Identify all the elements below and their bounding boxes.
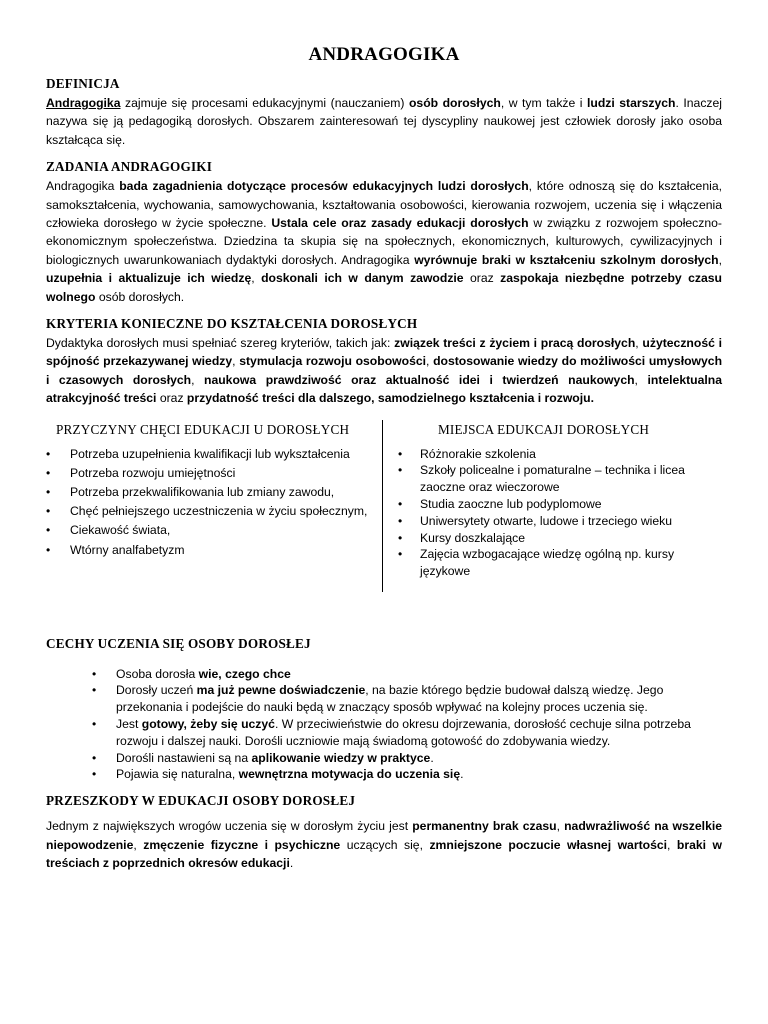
bold-run: osób dorosłych [408,96,501,110]
list-item: • Potrzeba rozwoju umiejętności [46,465,376,482]
text-run: Jednym z największych wrogów uczenia się w dorosłym życiu jest [46,819,413,834]
miejsca-column [398,420,718,580]
section-cechy [46,634,722,784]
text-run: Dydaktyka dorosłych musi spełniać szereg kryteriów, takich jak: [46,336,395,351]
bold-run: przydatność treści dla dalszego, samodzielnego kształcenia i rozwoju. [186,391,594,406]
bold-run: permanentny brak czasu [412,819,557,834]
section-zadania [46,157,722,306]
bold-run: ma już pewne doświadczenie [196,683,366,698]
miejsca-heading: MIEJSCA EDUKCAJI DOROSŁYCH [438,421,650,437]
bold-run: gotowy, żeby się uczyć [141,717,275,732]
list-item: • Potrzeba przekwalifikowania lub zmiany zawodu, [46,484,376,501]
text-run: , w tym także i [500,96,587,110]
column-divider [382,420,383,592]
section-definicja [46,74,722,149]
bold-run: aplikowanie wiedzy w praktyce [251,750,431,765]
section-kryteria [46,314,722,408]
list-item [92,682,722,716]
bold-run: zmniejszone poczucie własnej wartości [429,837,668,852]
przyczyny-column [46,420,376,561]
zadania-paragraph [46,177,722,306]
list-item: • Różnorakie szkolenia [398,446,718,463]
text-run: oraz [156,391,187,406]
text-run: , [718,252,722,267]
text-run: osób dorosłych. [95,289,185,304]
bold-run: ludzi starszych [587,96,676,110]
page-title: ANDRAGOGIKA [308,44,460,65]
bold-run: nadwrażliwość na wszelkie niepowodzenie [46,819,723,852]
bold-run: użyteczność i spójność przekazywanej wiedzy [46,336,722,369]
list-item: • Ciekawość świata, [46,522,376,539]
document-page [46,42,722,880]
przyczyny-list [46,446,376,559]
text-run: , [232,354,240,369]
definicja-paragraph [46,94,722,149]
bold-run: związek treści z życiem i pracą dorosłych [394,336,636,351]
bold-run: wyrównuje braki w kształceniu szkolnym dorosłych [414,252,719,267]
two-column-section [46,420,722,594]
list-item: • Wtórny analfabetyzm [46,542,376,559]
bold-run: stymulacja rozwoju osobowości [239,354,427,369]
text-run: oraz [463,271,501,286]
definicja-heading: DEFINICJA [46,76,120,91]
text-run: , które odnoszą się do kształcenia, samokształcenia, wychowania, samowychowania, kształtowania osobowości, kierowania rozwojem, uczenia się i włączenia człowieka dorosłego w życie społeczne. [46,179,722,231]
text-run: Andragogika [46,179,120,194]
text-run: , [426,354,434,369]
text-run: Dorośli nastawieni są na [116,750,252,765]
bold-run: doskonali ich w danym zawodzie [261,271,464,286]
text-run: , [634,372,648,387]
text-run: , [251,271,262,286]
text-run: w związku z rozwojem społeczno-ekonomicznym społeczeństwa. Dziedzina ta skupia się na społecznych, ekonomicznych, kulturowych, cywilizacyjnych i biologicznych uwarunkowaniach dydaktyki dorosłych. Andragogika [46,216,722,267]
list-item [92,750,722,767]
bold-run: wie, czego chce [198,666,291,681]
kryteria-paragraph [46,334,722,408]
text-run: Osoba dorosła [116,666,199,681]
bold-run: dostosowanie wiedzy do możliwości umysłowych i czasowych dorosłych [46,354,723,387]
list-item: • Potrzeba uzupełnienia kwalifikacji lub wykształcenia [46,446,376,463]
list-item [92,716,722,750]
text-run: , na bazie którego będzie budował dalszą wiedzę. Jego przekonania i podejście do nauki będą w znaczący sposób wpływać na kolejny proces uczenia się. [116,683,664,715]
text-run: . W przeciwieństwie do okresu dojrzewania, dorosłość cechuje silna potrzeba rozwoju i dalszej nauki. Dorośli uczniowie mają świadomą gotowość do zdobywania wiedzy. [116,717,691,748]
text-run: , [667,837,677,852]
list-item [92,766,722,783]
bold-run: zmęczenie fizyczne i psychiczne [143,837,341,852]
bold-run: naukowa prawdziwość oraz aktualność idei i twierdzeń naukowych [204,372,635,387]
text-run: . Inaczej nazywa się ją pedagogiką dorosłych. Obszarem zainteresowań tej dyscypliny naukowej jest człowiek dorosły jako osoba kształcąca się. [46,96,723,147]
list-item: • Kursy doszkalające [398,530,718,547]
section-przeszkody [46,791,722,872]
przeszkody-heading: PRZESZKODY W EDUKACJI OSOBY DOROSŁEJ [46,793,356,809]
term-andragogika: Andragogika [46,96,121,110]
text-run: uczących się, [340,837,430,852]
list-item: • Chęć pełniejszego uczestniczenia w życiu społecznym, [46,503,376,520]
list-item [92,666,722,683]
list-item: • Studia zaoczne lub podyplomowe [398,496,718,513]
przyczyny-heading: PRZYCZYNY CHĘCI EDUKACJI U DOROSŁYCH [56,421,350,437]
list-item: • Uniwersytety otwarte, ludowe i trzeciego wieku [398,513,718,530]
bold-run: zaspokaja niezbędne potrzeby czasu wolnego [46,271,722,304]
text-run: . [430,750,434,765]
bold-run: uzupełnia i aktualizuje ich wiedzę [46,271,252,286]
list-item: • Zajęcia wzbogacające wiedzę ogólną np. kursy językowe [398,546,718,580]
miejsca-list [398,446,718,580]
bold-run: intelektualna atrakcyjność treści [46,372,722,406]
list-item: • Szkoły policealne i pomaturalne – technika i licea zaoczne oraz wieczorowe [398,462,718,496]
kryteria-heading: KRYTERIA KONIECZNE DO KSZTAŁCENIA DOROSŁYCH [46,316,418,332]
text-run: Dorosły uczeń [116,683,197,698]
text-run: zajmuje się procesami edukacyjnymi (nauczaniem) [120,96,409,110]
text-run: . [460,767,464,782]
text-run: . [289,856,294,871]
przeszkody-paragraph [46,817,722,872]
bold-run: bada zagadnienia dotyczące procesów edukacyjnych ludzi dorosłych [119,179,529,194]
cechy-list [92,666,722,784]
cechy-heading: CECHY UCZENIA SIĘ OSOBY DOROSŁEJ [46,635,311,651]
text-run: , [556,819,565,834]
zadania-heading: ZADANIA ANDRAGOGIKI [46,159,213,175]
text-run: Jest [116,717,142,732]
bold-run: Ustala cele oraz zasady edukacji dorosłych [271,216,529,231]
bold-run: wewnętrzna motywacja do uczenia się [238,767,461,782]
bold-run: braki w treściach z poprzednich okresów edukacji [46,837,723,871]
text-run: , [635,336,643,351]
text-run: , [191,372,205,387]
text-run: Pojawia się naturalna, [116,767,239,782]
text-run: , [133,837,144,852]
